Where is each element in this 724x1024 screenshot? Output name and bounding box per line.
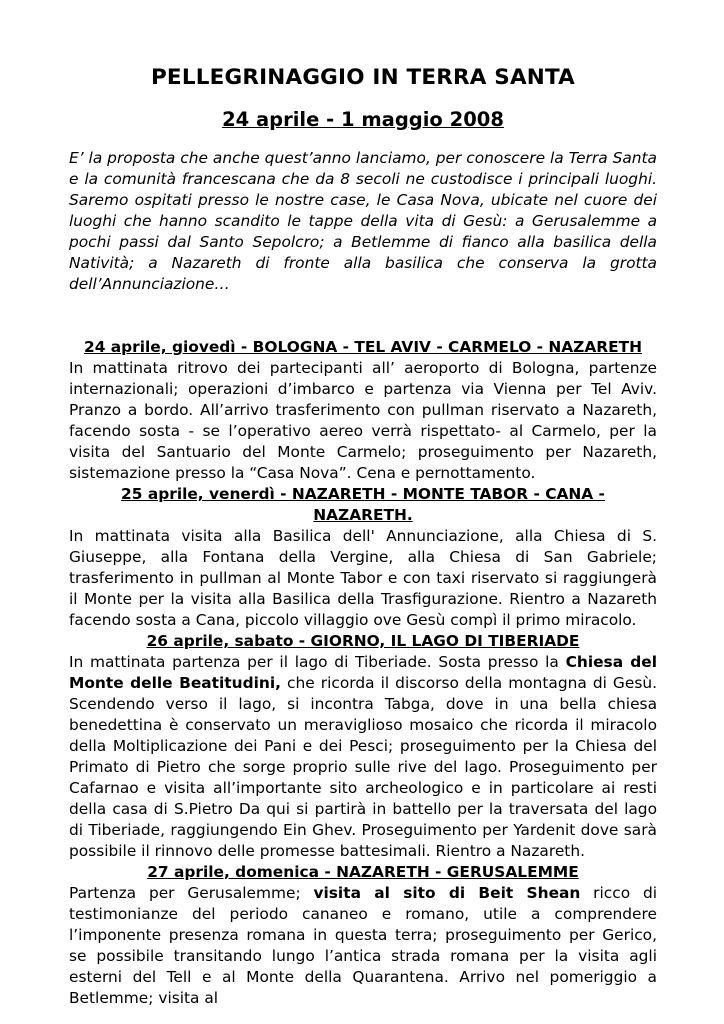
itinerary <box>69 337 657 1009</box>
day-heading: 24 aprile, giovedì - BOLOGNA - TEL AVIV - CARMELO - NAZARETH <box>83 338 642 356</box>
day-text-segment: ricco di testimonianze del periodo cananeo e romano, utile a comprendere l’imponente presenza romana in questa terra; proseguimento per Gerico, se possibile transitando lungo l’antica strada romana per la visita agli esterni del Tell e al Monte della Quarantena. Arrivo nel pomeriggio a Betlemme; visita al <box>69 884 657 1007</box>
day-section <box>69 484 657 631</box>
day-text-bold: Chiesa del Monte delle Beatitudini, <box>69 653 657 692</box>
day-section <box>69 631 657 862</box>
day-heading: 27 aprile, domenica - NAZARETH - GERUSALEMME <box>147 863 579 881</box>
day-text-bold: visita al sito di Beit Shean <box>313 884 581 902</box>
day-text-segment: Partenza per Gerusalemme; <box>69 884 314 902</box>
day-text-segment: che ricorda il discorso della montagna di Gesù. Scendendo verso il lago, si incontra Tabga, dove in una bella chiesa benedettina è conservato un meraviglioso mosaico che ricorda il miracolo della Moltiplicazione dei Pani e dei Pesci; proseguimento per la Chiesa del Primato di Pietro che sorge proprio sulle rive del lago. Proseguimento per Cafarnao e visita all’importante sito archeologico e in particolare ai resti della casa di S.Pietro Da qui si partirà in battello per la traversata del lago di Tiberiade, raggiungendo Ein Ghev. Proseguimento per Yardenit dove sarà possibile il rinnovo delle promesse battesimali. Rientro a Nazareth. <box>69 674 657 860</box>
day-text-segment: In mattinata partenza per il lago di Tiberiade. Sosta presso la <box>69 653 566 671</box>
trip-dates: 24 aprile - 1 maggio 2008 <box>222 108 504 131</box>
day-description <box>69 652 657 862</box>
day-heading: 26 aprile, sabato - GIORNO, IL LAGO DI TIBERIADE <box>146 632 580 650</box>
day-heading: 25 aprile, venerdì - NAZARETH - MONTE TABOR - CANA - NAZARETH. <box>121 485 605 524</box>
day-section <box>69 862 657 1009</box>
day-description <box>69 883 657 1009</box>
day-description: In mattinata ritrovo dei partecipanti all’ aeroporto di Bologna, partenze internazionali; operazioni d’imbarco e partenza via Vienna per Tel Aviv. Pranzo a bordo. All’arrivo trasferimento con pullman riservato a Nazareth, facendo sosta - se l’operativo aereo verrà rispettato- al Carmelo, per la visita del Santuario del Monte Carmelo; proseguimento per Nazareth, sistemazione presso la “Casa Nova”. Cena e pernottamento. <box>69 359 657 482</box>
document-title: PELLEGRINAGGIO IN TERRA SANTA <box>150 65 576 90</box>
intro-paragraph: E’ la proposta che anche quest’anno lanciamo, per conoscere la Terra Santa e la comunità francescana che da 8 secoli ne custodisce i principali luoghi. Saremo ospitati presso le nostre case, le Casa Nova, ubicate nel cuore dei luoghi che hanno scandito le tappe della vita di Gesù: a Gerusalemme a pochi passi dal Santo Sepolcro; a Betlemme di fianco alla basilica della Natività; a Nazareth di fronte alla basilica che conserva la grotta dell’Annunciazione… <box>69 149 657 293</box>
document-page <box>69 62 657 1009</box>
day-section <box>69 337 657 484</box>
day-description: In mattinata visita alla Basilica dell' Annunciazione, alla Chiesa di S. Giuseppe, alla Fontana della Vergine, alla Chiesa di San Gabriele; trasferimento in pullman al Monte Tabor e con taxi riservato si raggiungerà il Monte per la visita alla Basilica della Trasfigurazione. Rientro a Nazareth facendo sosta a Cana, piccolo villaggio ove Gesù compì il primo miracolo. <box>69 527 657 629</box>
